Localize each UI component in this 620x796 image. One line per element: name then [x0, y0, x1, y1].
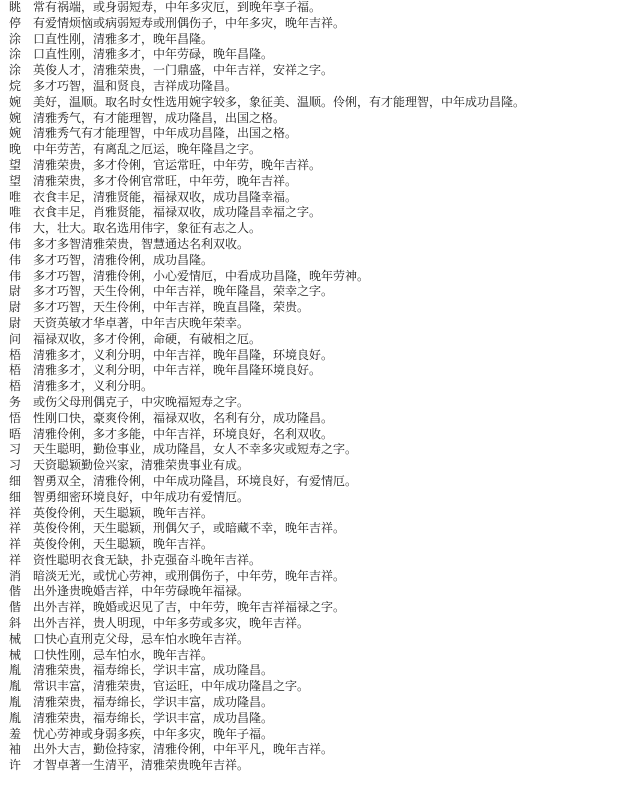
entry-description: 清雅荣贵，福寿绵长，学识丰富，成功隆昌。	[33, 695, 274, 710]
list-item	[9, 348, 620, 364]
entry-character: 伟	[9, 221, 22, 236]
list-item	[9, 111, 620, 127]
entry-description: 衣食丰足，肖雅贤能，福禄双收，成功隆昌幸福之字。	[33, 205, 322, 220]
list-item	[9, 237, 620, 253]
entry-character: 烷	[9, 78, 22, 93]
list-item	[9, 663, 620, 679]
entry-description: 清雅多才，义利分明，中年吉祥，晚年昌隆环境良好。	[33, 363, 322, 378]
list-item	[9, 742, 620, 758]
entry-description: 清雅荣贵，多才伶俐官常旺，中年劳，晚年吉祥。	[33, 173, 298, 188]
list-item	[9, 316, 620, 332]
entry-description: 资性聪明衣食无缺，扑克强奋斗晚年吉祥。	[33, 552, 262, 567]
entry-character: 伟	[9, 268, 22, 283]
entry-description: 清雅荣贵，福寿绵长，学识丰富，成功昌隆。	[33, 710, 274, 725]
entry-description: 英俊人才，清雅荣贵，一门鼎盛，中年吉祥，安祥之字。	[33, 63, 334, 78]
entry-character: 细	[9, 489, 22, 504]
entry-description: 暗淡无光，或忧心劳神，或刑偶伤子，中年劳，晚年吉祥。	[33, 568, 346, 583]
entry-description: 清雅荣贵，多才伶俐，官运常旺，中年劳，晚年吉祥。	[33, 157, 322, 172]
entry-character: 停	[9, 15, 22, 30]
list-item	[9, 284, 620, 300]
entry-description: 多才巧智，天生伶俐，中年吉祥，晚直昌隆，荣贵。	[33, 300, 310, 315]
list-item	[9, 521, 620, 537]
entry-description: 出外吉祥，贵人明现，中年多劳或多灾，晚年吉祥。	[33, 616, 310, 631]
entry-description: 忧心劳神或身弱多疾，中年多灾，晚年子福。	[33, 726, 274, 741]
entry-description: 口直性刚，清雅多才，晚年昌隆。	[33, 31, 214, 46]
list-item	[9, 411, 620, 427]
entry-description: 大，壮大。取名选用伟字，象征有志之人。	[33, 221, 262, 236]
entry-character: 祥	[9, 505, 22, 520]
list-item	[9, 142, 620, 158]
entry-character: 悟	[9, 410, 22, 425]
entry-character: 梧	[9, 347, 22, 362]
entry-description: 常有祸端，或身弱短寿，中年多灾厄，到晚年享子福。	[33, 0, 322, 14]
list-item	[9, 269, 620, 285]
entry-description: 出外大吉，勤俭持家，清雅伶俐，中年平凡，晚年吉祥。	[33, 742, 334, 757]
entry-description: 出外吉祥，晚婚或迟见了吉，中年劳，晚年吉祥福禄之字。	[33, 600, 346, 615]
entry-character: 尉	[9, 315, 22, 330]
entry-description: 性刚口快，豪爽伶俐，福禄双收，名利有分，成功隆昌。	[33, 410, 334, 425]
list-item	[9, 300, 620, 316]
entry-character: 习	[9, 442, 22, 457]
list-item	[9, 569, 620, 585]
entry-description: 清雅秀气有才能理智，中年成功昌隆，出国之格。	[33, 126, 298, 141]
entry-character: 祥	[9, 552, 22, 567]
list-item	[9, 79, 620, 95]
entry-description: 有爱情烦恼或病弱短寿或刑偶伤子，中年多灾，晚年吉祥。	[33, 15, 346, 30]
entry-character: 望	[9, 157, 22, 172]
list-item	[9, 395, 620, 411]
list-item	[9, 47, 620, 63]
list-item	[9, 427, 620, 443]
entry-description: 多才巧智，温和贤良，吉祥成功隆昌。	[33, 78, 238, 93]
entry-character: 斜	[9, 616, 22, 631]
list-item	[9, 553, 620, 569]
entry-description: 智勇细密环境良好，中年成功有爱情厄。	[33, 489, 250, 504]
entry-character: 唯	[9, 189, 22, 204]
entry-character: 羞	[9, 726, 22, 741]
list-item	[9, 490, 620, 506]
entry-description: 英俊伶俐，天生聪颖，晚年吉祥。	[33, 505, 214, 520]
entry-character: 务	[9, 394, 22, 409]
entry-character: 祥	[9, 521, 22, 536]
entry-description: 清雅秀气，有才能理智，成功隆昌，出国之格。	[33, 110, 286, 125]
entry-character: 尉	[9, 300, 22, 315]
list-item	[9, 158, 620, 174]
list-item	[9, 379, 620, 395]
entry-character: 偕	[9, 600, 22, 615]
entry-character: 械	[9, 631, 22, 646]
list-item	[9, 711, 620, 727]
entry-character: 梧	[9, 379, 22, 394]
entry-character: 胤	[9, 663, 22, 678]
entry-description: 天资聪颖勤俭兴家，清雅荣贵事业有成。	[33, 458, 250, 473]
list-item	[9, 332, 620, 348]
entry-description: 出外逢贵晚婚吉祥，中年劳碌晚年福禄。	[33, 584, 250, 599]
list-item	[9, 679, 620, 695]
entry-description: 清雅多才，义利分明，中年吉祥，晚年昌隆，环境良好。	[33, 347, 334, 362]
entry-character: 伟	[9, 252, 22, 267]
list-item	[9, 616, 620, 632]
entry-character: 偕	[9, 584, 22, 599]
entry-character: 袖	[9, 742, 22, 757]
list-item	[9, 648, 620, 664]
list-item	[9, 600, 620, 616]
list-item	[9, 727, 620, 743]
list-item	[9, 537, 620, 553]
entry-character: 涂	[9, 63, 22, 78]
list-item	[9, 632, 620, 648]
entry-description: 美好，温顺。取名时女性选用婉字较多，象征美、温顺。伶俐，有才能理智，中年成功昌隆。	[33, 94, 526, 109]
entry-character: 胤	[9, 695, 22, 710]
list-item	[9, 174, 620, 190]
entry-description: 多才巧智，天生伶俐，中年吉祥，晚年隆昌，荣幸之字。	[33, 284, 334, 299]
entry-character: 细	[9, 473, 22, 488]
entry-description: 英俊伶俐，天生聪颖，晚年吉祥。	[33, 537, 214, 552]
entry-description: 天资英敏才华卓著，中年吉庆晚年荣幸。	[33, 315, 250, 330]
list-item	[9, 695, 620, 711]
entry-description: 口直性刚，清雅多才，中年劳碌，晚年昌隆。	[33, 47, 274, 62]
entry-character: 晤	[9, 426, 22, 441]
entry-character: 伟	[9, 236, 22, 251]
list-item	[9, 63, 620, 79]
entry-description: 多才巧智，清雅伶俐，成功昌隆。	[33, 252, 214, 267]
entry-character: 祥	[9, 537, 22, 552]
list-item	[9, 0, 620, 16]
list-item	[9, 32, 620, 48]
entry-character: 涂	[9, 31, 22, 46]
entry-description: 口快性刚，忌车怕水，晚年吉祥。	[33, 647, 214, 662]
entry-description: 口快心直刑克父母，忌车怕水晚年吉祥。	[33, 631, 250, 646]
entry-character: 婉	[9, 110, 22, 125]
entry-character: 望	[9, 173, 22, 188]
entry-character: 消	[9, 568, 22, 583]
entry-character: 问	[9, 331, 22, 346]
list-item	[9, 584, 620, 600]
entry-description: 衣食丰足，清雅贤能，福禄双收，成功昌隆幸福。	[33, 189, 298, 204]
entry-description: 常识丰富，清雅荣贵，官运旺，中年成功隆昌之字。	[33, 679, 310, 694]
entry-character: 眺	[9, 0, 22, 14]
entry-character: 梧	[9, 363, 22, 378]
list-item	[9, 95, 620, 111]
list-item	[9, 253, 620, 269]
entry-character: 涂	[9, 47, 22, 62]
entry-description: 福禄双收，多才伶俐，命硬，有破相之厄。	[33, 331, 262, 346]
entry-description: 天生聪明，勤俭事业，成功隆昌，女人不幸多灾或短寿之字。	[33, 442, 358, 457]
entry-character: 习	[9, 458, 22, 473]
entry-description: 中年劳苦，有离乱之厄运，晚年隆昌之字。	[33, 142, 262, 157]
entry-character: 械	[9, 647, 22, 662]
entry-description: 清雅荣贵，福寿绵长，学识丰富，成功隆昌。	[33, 663, 274, 678]
list-item	[9, 205, 620, 221]
entry-character: 许	[9, 758, 22, 773]
entry-description: 多才巧智，清雅伶俐，小心爱情厄，中看成功昌隆，晚年劳神。	[33, 268, 370, 283]
entry-character: 胤	[9, 710, 22, 725]
list-item	[9, 506, 620, 522]
entry-description: 清雅伶俐，多才多能，中年吉祥，环境良好，名利双收。	[33, 426, 334, 441]
list-item	[9, 363, 620, 379]
entry-character: 晚	[9, 142, 22, 157]
entry-character: 婉	[9, 94, 22, 109]
entry-character: 婉	[9, 126, 22, 141]
entry-character: 胤	[9, 679, 22, 694]
list-item	[9, 458, 620, 474]
list-item	[9, 126, 620, 142]
list-item	[9, 190, 620, 206]
entry-description: 多才多智清雅荣贵，智慧通达名利双收。	[33, 236, 250, 251]
entry-description: 英俊伶俐，天生聪颖，刑偶欠子，或暗藏不幸，晚年吉祥。	[33, 521, 346, 536]
list-item	[9, 758, 620, 774]
entry-description: 清雅多才，义利分明。	[33, 379, 154, 394]
list-item	[9, 474, 620, 490]
entry-description: 或伤父母刑偶克子，中灾晚福短寿之字。	[33, 394, 250, 409]
list-item	[9, 221, 620, 237]
list-item	[9, 16, 620, 32]
entry-character: 唯	[9, 205, 22, 220]
entry-description: 才智卓著一生清平，清雅荣贵晚年吉祥。	[33, 758, 250, 773]
list-item	[9, 442, 620, 458]
entry-character: 尉	[9, 284, 22, 299]
entry-description: 智勇双全，清雅伶俐，中年成功隆昌，环境良好，有爱情厄。	[33, 473, 358, 488]
